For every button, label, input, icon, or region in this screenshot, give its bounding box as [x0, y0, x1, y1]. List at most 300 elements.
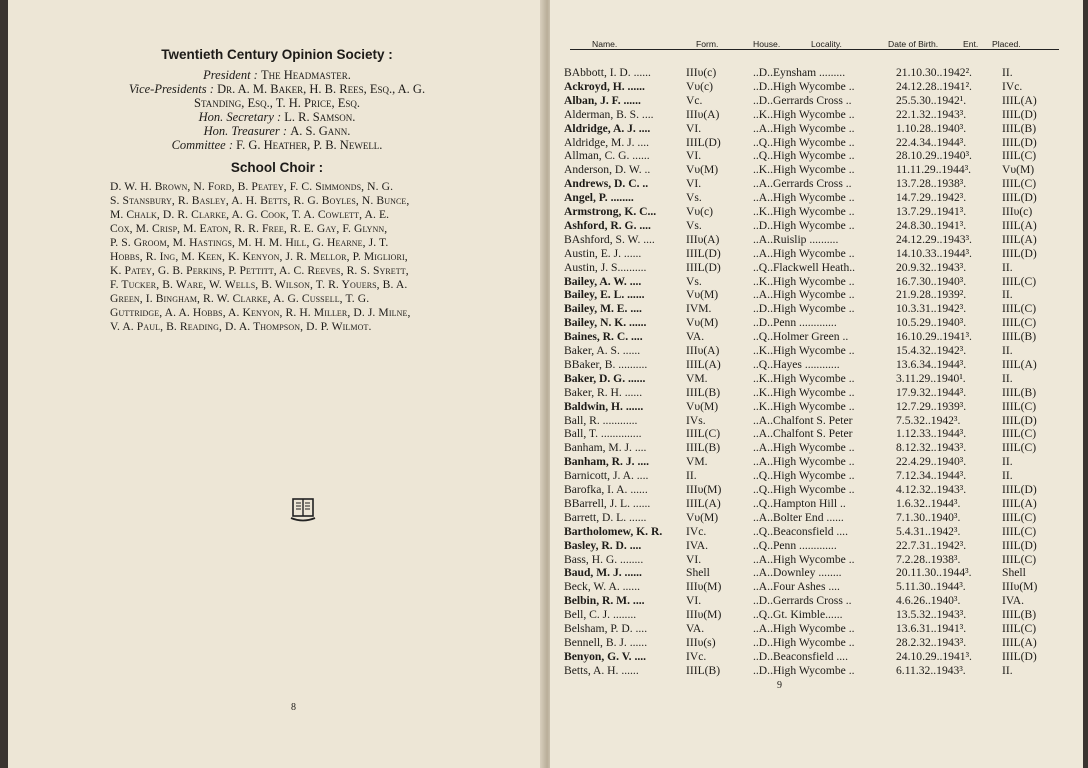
officer-names: L. R. Samson. — [284, 110, 356, 124]
house-locality-cell: ..A..Four Ashes .... — [753, 580, 840, 594]
table-row — [558, 288, 1068, 302]
house-locality-cell: ..Q..High Wycombe .. — [753, 149, 855, 163]
dob-entry-cell: 28.2.32..1943³. — [896, 635, 967, 649]
placed-cell: IIIL(B) — [1002, 121, 1037, 135]
choir-line: Green, I. Bingham, R. W. Clarke, A. G. Cussell, T. G. — [110, 292, 370, 305]
dob-entry-cell: 7.1.30..1940³. — [896, 510, 961, 524]
form-cell: VA. — [686, 622, 705, 635]
student-name: BBaker, B. .......... — [564, 357, 648, 371]
student-name: BBarrell, J. L. ...... — [564, 496, 651, 510]
form-cell: Shell — [686, 566, 710, 580]
table-row — [558, 469, 1068, 483]
form-cell: IVc. — [686, 649, 707, 663]
form-cell: VI. — [686, 121, 702, 135]
form-cell: Vs. — [686, 191, 702, 205]
dob-entry-cell: 4.6.26..1940³. — [896, 594, 961, 608]
header-house: House. — [753, 39, 781, 49]
placed-cell: II. — [1002, 663, 1013, 677]
form-cell: Vυ(M) — [686, 288, 719, 302]
student-name: Baker, D. G. ...... — [564, 371, 646, 385]
student-name: Bell, C. J. ........ — [564, 608, 637, 622]
dob-entry-cell: 13.7.28..1938³. — [896, 177, 967, 191]
table-row — [558, 163, 1068, 177]
placed-cell: IIIL(C) — [1002, 316, 1037, 330]
student-name: Baker, R. H. ...... — [564, 385, 643, 399]
placed-cell: IVA. — [1002, 594, 1025, 608]
dob-entry-cell: 16.7.30..1940³. — [896, 274, 967, 288]
form-cell: IIIL(B) — [686, 385, 721, 399]
student-name: Baker, A. S. ...... — [564, 344, 641, 357]
table-row — [558, 177, 1068, 191]
dob-entry-cell: 25.5.30..1942¹. — [896, 93, 967, 107]
placed-cell: IIIL(D) — [1002, 246, 1037, 260]
officer-line — [8, 124, 546, 138]
form-cell: Vυ(M) — [686, 163, 719, 177]
table-row — [558, 636, 1068, 650]
house-locality-cell: ..Q..Beaconsfield .... — [753, 524, 848, 538]
header-name: Name. — [592, 39, 618, 49]
student-name: BAshford, S. W. .... — [564, 232, 655, 246]
table-row — [558, 205, 1068, 219]
dob-entry-cell: 21.10.30..1942². — [896, 66, 972, 79]
student-name: Benyon, G. V. .... — [564, 649, 647, 663]
placed-cell: IIIL(A) — [1002, 635, 1037, 649]
placed-cell: IIIL(D) — [1002, 649, 1037, 663]
page-number: 8 — [291, 702, 296, 713]
house-locality-cell: ..A..Ruislip .......... — [753, 232, 839, 246]
table-row — [558, 330, 1068, 344]
dob-entry-cell: 22.7.31..1942³. — [896, 538, 967, 552]
house-locality-cell: ..A..High Wycombe .. — [753, 441, 855, 455]
house-locality-cell: ..D..Penn ............. — [753, 316, 837, 330]
dob-entry-cell: 15.4.32..1942³. — [896, 344, 967, 357]
table-row — [558, 108, 1068, 122]
dob-entry-cell: 24.8.30..1941³. — [896, 218, 967, 232]
dob-entry-cell: 10.5.29..1940³. — [896, 316, 967, 330]
table-row — [558, 358, 1068, 372]
student-name: Ball, R. ............ — [564, 413, 638, 427]
student-name: Baldwin, H. ...... — [564, 399, 644, 413]
house-locality-cell: ..K..High Wycombe .. — [753, 399, 855, 413]
dob-entry-cell: 22.4.29..1940³. — [896, 455, 967, 469]
form-cell: IIIL(C) — [686, 427, 721, 441]
student-name: Alderman, B. S. .... — [564, 107, 654, 121]
house-locality-cell: ..Q..Holmer Green .. — [753, 330, 849, 344]
table-row — [558, 219, 1068, 233]
dob-entry-cell: 20.11.30..1944³. — [896, 566, 972, 580]
dob-entry-cell: 28.10.29..1940³. — [896, 149, 972, 163]
placed-cell: IIIL(B) — [1002, 608, 1037, 622]
placed-cell: IIIL(C) — [1002, 622, 1037, 635]
placed-cell: Shell — [1002, 566, 1026, 580]
table-row — [558, 553, 1068, 567]
form-cell: VI. — [686, 552, 702, 566]
student-name: Anderson, D. W. .. — [564, 163, 651, 177]
dob-entry-cell: 7.12.34..1944³. — [896, 469, 967, 483]
house-locality-cell: ..Q..High Wycombe .. — [753, 483, 855, 496]
placed-cell: IIIL(C) — [1002, 441, 1037, 455]
house-locality-cell: ..K..High Wycombe .. — [753, 205, 855, 218]
student-name: Betts, A. H. ...... — [564, 663, 639, 677]
dob-entry-cell: 17.9.32..1944³. — [896, 385, 967, 399]
house-locality-cell: ..Q..Hampton Hill .. — [753, 496, 846, 510]
dob-entry-cell: 6.11.32..1943³. — [896, 663, 966, 677]
placed-cell: Vυ(M) — [1002, 163, 1035, 177]
student-name: Aldridge, M. J. .... — [564, 135, 650, 149]
table-row — [558, 441, 1068, 455]
officer-names: The Headmaster. — [260, 68, 351, 82]
student-name: Banham, R. J. .... — [564, 455, 650, 469]
header-dob: Date of Birth. — [888, 39, 939, 49]
placed-cell: IIIL(A) — [1002, 93, 1037, 107]
placed-cell: IIIL(B) — [1002, 330, 1037, 344]
form-cell: IIIL(D) — [686, 260, 721, 274]
table-row — [558, 261, 1068, 275]
form-cell: IIIL(A) — [686, 496, 721, 510]
form-cell: II. — [686, 469, 697, 483]
student-name: Bartholomew, K. R. — [564, 524, 663, 538]
house-locality-cell: ..K..High Wycombe .. — [753, 344, 855, 357]
table-row — [558, 566, 1068, 580]
table-row — [558, 136, 1068, 150]
dob-entry-cell: 1.6.32..1944³. — [896, 496, 961, 510]
placed-cell: IIIL(D) — [1002, 135, 1037, 149]
table-row — [558, 539, 1068, 553]
officer-role: Hon. Secretary : — [198, 110, 282, 124]
choir-line: Guttridge, A. A. Hobbs, A. Kenyon, R. H. Miller, D. J. Milne, — [110, 306, 411, 319]
house-locality-cell: ..D..High Wycombe .. — [753, 302, 855, 316]
table-row — [558, 80, 1068, 94]
officer-line — [8, 82, 546, 96]
officer-role: Hon. Treasurer : — [203, 124, 288, 138]
table-row — [558, 149, 1068, 163]
table-row — [558, 400, 1068, 414]
student-name: Allman, C. G. ...... — [564, 149, 650, 163]
table-row — [558, 302, 1068, 316]
placed-cell: II. — [1002, 288, 1013, 302]
dob-entry-cell: 4.12.32..1943³. — [896, 483, 967, 496]
officer-names: F. G. Heather, P. B. Newell. — [236, 138, 383, 152]
dob-entry-cell: 5.11.30..1944³. — [896, 580, 966, 594]
house-locality-cell: ..Q..Gt. Kimble...... — [753, 608, 843, 622]
placed-cell: IIIL(A) — [1002, 232, 1037, 246]
placed-cell: IIIL(C) — [1002, 524, 1037, 538]
placed-cell: IIIL(D) — [1002, 107, 1037, 121]
house-locality-cell: ..A..Chalfont S. Peter — [753, 427, 853, 441]
dob-entry-cell: 10.3.31..1942³. — [896, 302, 967, 316]
dob-entry-cell: 21.9.28..1939². — [896, 288, 967, 302]
table-row — [558, 414, 1068, 428]
placed-cell: IIIL(D) — [1002, 483, 1037, 496]
student-name: Austin, E. J. ...... — [564, 246, 642, 260]
student-name: Basley, R. D. .... — [564, 538, 642, 552]
form-cell: IIIυ(c) — [686, 66, 717, 79]
form-cell: IIIL(B) — [686, 441, 721, 455]
placed-cell: IIIL(D) — [1002, 191, 1037, 205]
table-row — [558, 580, 1068, 594]
header-rule — [570, 49, 1059, 50]
house-locality-cell: ..D..Beaconsfield .... — [753, 649, 848, 663]
choir-line: V. A. Paul, B. Reading, D. A. Thompson, D. P. Wilmot. — [110, 320, 372, 333]
dob-entry-cell: 5.4.31..1942³. — [896, 524, 961, 538]
house-locality-cell: ..A..High Wycombe .. — [753, 552, 855, 566]
officer-line — [8, 68, 546, 82]
form-cell: Vυ(M) — [686, 399, 719, 413]
right-page — [550, 0, 1083, 768]
student-name: Aldridge, A. J. .... — [564, 121, 651, 135]
officer-line — [8, 138, 546, 152]
form-cell: IIIυ(M) — [686, 580, 722, 594]
dob-entry-cell: 1.10.28..1940³. — [896, 121, 967, 135]
placed-cell: IIIL(A) — [1002, 218, 1037, 232]
placed-cell: II. — [1002, 371, 1013, 385]
table-row — [558, 511, 1068, 525]
student-name: Baud, M. J. ...... — [564, 566, 642, 580]
form-cell: IIIυ(A) — [686, 232, 720, 246]
student-name: Austin, J. S.......... — [564, 260, 647, 274]
school-crest-icon — [289, 496, 317, 524]
choir-line: P. S. Groom, M. Hastings, M. H. M. Hill, G. Hearne, J. T. — [110, 236, 389, 249]
dob-entry-cell: 12.7.29..1939³. — [896, 399, 967, 413]
form-cell: IIIL(A) — [686, 357, 721, 371]
form-cell: IIIυ(M) — [686, 483, 722, 496]
house-locality-cell: ..K..High Wycombe .. — [753, 274, 855, 288]
placed-cell: IVc. — [1002, 79, 1023, 93]
placed-cell: II. — [1002, 344, 1013, 357]
dob-entry-cell: 3.11.29..1940¹. — [896, 371, 966, 385]
dob-entry-cell: 13.7.29..1941³. — [896, 205, 967, 218]
house-locality-cell: ..A..High Wycombe .. — [753, 622, 855, 635]
form-cell: VM. — [686, 455, 708, 469]
form-cell: IVM. — [686, 302, 712, 316]
placed-cell: IIIL(A) — [1002, 496, 1037, 510]
house-locality-cell: ..D..High Wycombe .. — [753, 79, 855, 93]
dob-entry-cell: 13.6.31..1941³. — [896, 622, 967, 635]
placed-cell: IIIL(C) — [1002, 552, 1037, 566]
student-name: Angel, P. ........ — [564, 191, 634, 205]
dob-entry-cell: 7.5.32..1942³. — [896, 413, 961, 427]
choir-line: Hobbs, R. Ing, M. Keen, K. Kenyon, J. R. Mellor, P. Migliori, — [110, 250, 408, 263]
placed-cell: IIIL(C) — [1002, 177, 1037, 191]
form-cell: VM. — [686, 371, 708, 385]
choir-line: Cox, M. Crisp, M. Eaton, R. R. Free, R. E. Gay, F. Glynn, — [110, 222, 388, 235]
dob-entry-cell: 13.6.34..1944³. — [896, 357, 967, 371]
form-cell: VI. — [686, 594, 702, 608]
choir-line: D. W. H. Brown, N. Ford, B. Peatey, F. C. Simmonds, N. G. — [110, 180, 394, 193]
house-locality-cell: ..A..Bolter End ...... — [753, 510, 844, 524]
header-form: Form. — [696, 39, 719, 49]
form-cell: IIIυ(M) — [686, 608, 722, 622]
dob-entry-cell: 22.4.34..1944³. — [896, 135, 967, 149]
student-name: Armstrong, K. C... — [564, 205, 657, 218]
student-name: Bailey, N. K. ...... — [564, 316, 647, 330]
form-cell: IVA. — [686, 538, 709, 552]
student-name: Barnicott, J. A. .... — [564, 469, 649, 483]
form-cell: Vs. — [686, 274, 702, 288]
house-locality-cell: ..A..High Wycombe .. — [753, 121, 855, 135]
student-name: Bailey, E. L. ...... — [564, 288, 645, 302]
house-locality-cell: ..D..High Wycombe .. — [753, 218, 855, 232]
placed-cell: IIIL(D) — [1002, 538, 1037, 552]
table-row — [558, 386, 1068, 400]
form-cell: Vυ(c) — [686, 79, 713, 93]
table-row — [558, 66, 1068, 80]
student-name: Ackroyd, H. ...... — [564, 79, 645, 93]
dob-entry-cell: 13.5.32..1943³. — [896, 608, 967, 622]
form-cell: Vυ(c) — [686, 205, 713, 218]
student-name: Banham, M. J. .... — [564, 441, 647, 455]
placed-cell: IIIυ(c) — [1002, 205, 1033, 218]
form-cell: IIIL(B) — [686, 663, 721, 677]
student-name: Bass, H. G. ........ — [564, 552, 644, 566]
house-locality-cell: ..K..High Wycombe .. — [753, 371, 855, 385]
form-cell: VI. — [686, 177, 702, 191]
table-row — [558, 497, 1068, 511]
form-cell: IIIυ(A) — [686, 107, 720, 121]
dob-entry-cell: 24.10.29..1941³. — [896, 649, 972, 663]
form-cell: IVs. — [686, 413, 706, 427]
student-name: Bailey, M. E. .... — [564, 302, 642, 316]
placed-cell: IIIυ(M) — [1002, 580, 1038, 594]
left-page — [8, 0, 546, 768]
placed-cell: IIIL(C) — [1002, 399, 1037, 413]
header-placed: Placed. — [992, 39, 1021, 49]
table-row — [558, 122, 1068, 136]
officer-role: President : — [203, 68, 258, 82]
table-row — [558, 275, 1068, 289]
house-locality-cell: ..Q..High Wycombe .. — [753, 469, 855, 483]
table-row — [558, 247, 1068, 261]
student-name: Ashford, R. G. .... — [564, 218, 651, 232]
placed-cell: II. — [1002, 455, 1013, 469]
house-locality-cell: ..D..High Wycombe .. — [753, 635, 855, 649]
form-cell: Vυ(M) — [686, 316, 719, 330]
dob-entry-cell: 16.10.29..1941³. — [896, 330, 972, 344]
student-name: Andrews, D. C. .. — [564, 177, 649, 191]
student-name: Baines, R. C. .... — [564, 330, 643, 344]
society-title: Twentieth Century Opinion Society : — [161, 47, 393, 62]
placed-cell: IIIL(C) — [1002, 149, 1037, 163]
officer-role: Vice-Presidents : — [128, 82, 214, 96]
form-cell: VI. — [686, 149, 702, 163]
dob-entry-cell: 20.9.32..1943³. — [896, 260, 967, 274]
house-locality-cell: ..A..Chalfont S. Peter — [753, 413, 853, 427]
officer-names: Standing, Esq., T. H. Price, Esq. — [194, 96, 360, 110]
placed-cell: IIIL(C) — [1002, 302, 1037, 316]
table-row — [558, 316, 1068, 330]
placed-cell: IIIL(D) — [1002, 413, 1037, 427]
form-cell: IIIυ(s) — [686, 635, 716, 649]
dob-entry-cell: 11.11.29..1944³. — [896, 163, 972, 177]
table-row — [558, 525, 1068, 539]
header-ent: Ent. — [963, 39, 979, 49]
student-name: Barofka, I. A. ...... — [564, 483, 648, 496]
table-row — [558, 608, 1068, 622]
student-name: Barrett, D. L. ...... — [564, 510, 647, 524]
officer-line — [8, 110, 546, 124]
house-locality-cell: ..K..High Wycombe .. — [753, 163, 855, 177]
house-locality-cell: ..K..High Wycombe .. — [753, 385, 855, 399]
form-cell: IIIL(D) — [686, 246, 721, 260]
placed-cell: II. — [1002, 469, 1013, 483]
officer-names: Dr. A. M. Baker, H. B. Rees, Esq., A. G. — [217, 82, 426, 96]
house-locality-cell: ..K..High Wycombe .. — [753, 107, 855, 121]
placed-cell: IIIL(C) — [1002, 510, 1037, 524]
house-locality-cell: ..Q..Flackwell Heath.. — [753, 260, 856, 274]
form-cell: Vs. — [686, 218, 702, 232]
officer-role: Committee : — [171, 138, 234, 152]
dob-entry-cell: 8.12.32..1943³. — [896, 441, 967, 455]
dob-entry-cell: 14.7.29..1942³. — [896, 191, 967, 205]
student-name: Alban, J. F. ...... — [564, 93, 641, 107]
header-locality: Locality. — [811, 39, 842, 49]
choir-title: School Choir : — [230, 160, 324, 175]
house-locality-cell: ..A..High Wycombe .. — [753, 455, 855, 469]
dob-entry-cell: 24.12.29..1943³. — [896, 232, 972, 246]
house-locality-cell: ..D..High Wycombe .. — [753, 663, 855, 677]
placed-cell: IIIL(A) — [1002, 357, 1037, 371]
student-name: Belbin, R. M. .... — [564, 594, 645, 608]
house-locality-cell: ..Q..Hayes ............ — [753, 357, 840, 371]
table-row — [558, 94, 1068, 108]
dob-entry-cell: 7.2.28..1938³. — [896, 552, 961, 566]
form-cell: IVc. — [686, 524, 707, 538]
placed-cell: II. — [1002, 66, 1013, 79]
officer-names: A. S. Gann. — [290, 124, 351, 138]
form-cell: IIIL(D) — [686, 135, 721, 149]
placed-cell: IIIL(B) — [1002, 385, 1037, 399]
student-name: Bailey, A. W. .... — [564, 274, 642, 288]
dob-entry-cell: 1.12.33..1944³. — [896, 427, 967, 441]
dob-entry-cell: 24.12.28..1941². — [896, 79, 972, 93]
table-row — [558, 664, 1068, 678]
house-locality-cell: ..A..Gerrards Cross .. — [753, 177, 852, 191]
table-row — [558, 650, 1068, 664]
placed-cell: IIIL(C) — [1002, 274, 1037, 288]
choir-line: S. Stansbury, R. Basley, A. H. Betts, R. G. Boyles, N. Bunce, — [110, 194, 410, 207]
placed-cell: II. — [1002, 260, 1013, 274]
table-row — [558, 594, 1068, 608]
student-name: Beck, W. A. ...... — [564, 580, 641, 594]
house-locality-cell: ..A..High Wycombe .. — [753, 246, 855, 260]
house-locality-cell: ..A..High Wycombe .. — [753, 191, 855, 205]
table-row — [558, 622, 1068, 636]
table-row — [558, 483, 1068, 497]
student-name: BAbbott, I. D. ...... — [564, 66, 651, 79]
form-cell: VA. — [686, 330, 705, 344]
form-cell: Vc. — [686, 93, 703, 107]
placed-cell: IIIL(C) — [1002, 427, 1037, 441]
page-number: 9 — [777, 680, 782, 691]
choir-line: K. Patey, G. B. Perkins, P. Pettitt, A. C. Reeves, R. S. Syrett, — [110, 264, 409, 277]
house-locality-cell: ..D..Eynsham ......... — [753, 66, 846, 79]
table-row — [558, 427, 1068, 441]
table-row — [558, 372, 1068, 386]
table-row — [558, 191, 1068, 205]
dob-entry-cell: 14.10.33..1944³. — [896, 246, 972, 260]
table-row — [558, 455, 1068, 469]
house-locality-cell: ..Q..Penn ............. — [753, 538, 837, 552]
form-cell: IIIυ(A) — [686, 344, 720, 357]
choir-line: M. Chalk, D. R. Clarke, A. G. Cook, T. A. Cowlett, A. E. — [110, 208, 390, 221]
form-cell: Vυ(M) — [686, 510, 719, 524]
house-locality-cell: ..Q..High Wycombe .. — [753, 135, 855, 149]
house-locality-cell: ..D..Gerrards Cross .. — [753, 594, 852, 608]
student-name: Belsham, P. D. .... — [564, 622, 648, 635]
dob-entry-cell: 22.1.32..1943³. — [896, 107, 967, 121]
table-row — [558, 344, 1068, 358]
student-name: Bennell, B. J. ...... — [564, 635, 648, 649]
